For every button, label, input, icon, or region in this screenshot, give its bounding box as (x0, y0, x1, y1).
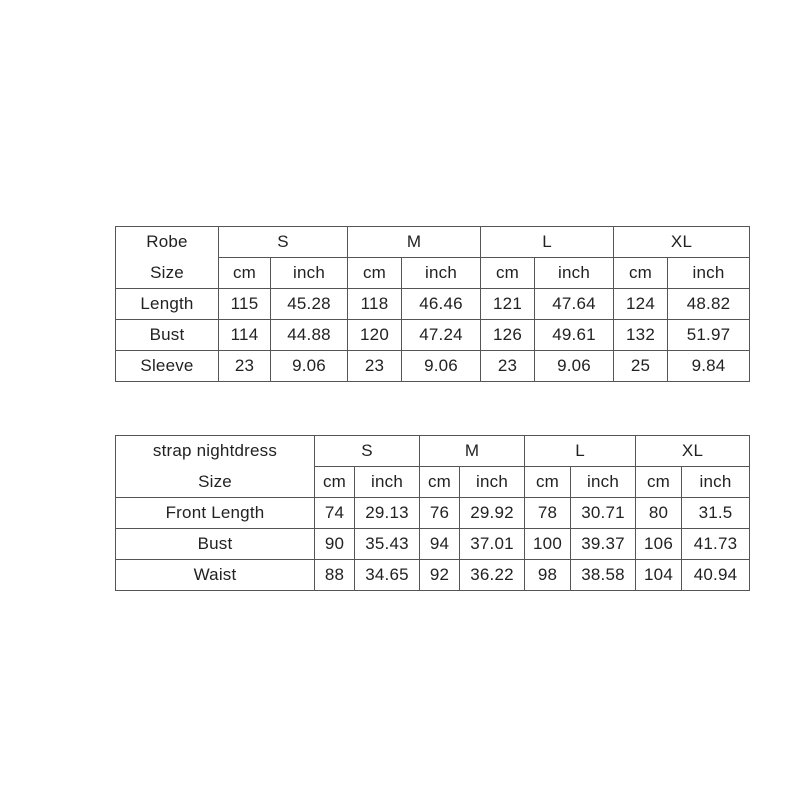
table-cell: 104 (636, 560, 682, 591)
table-cell: 39.37 (571, 529, 636, 560)
table-cell: 9.06 (535, 351, 614, 382)
row-label: Bust (116, 320, 219, 351)
table-cell: 9.06 (402, 351, 481, 382)
size-header-l: L (525, 436, 636, 467)
table-cell: 126 (481, 320, 535, 351)
table-cell: 40.94 (682, 560, 750, 591)
unit-header: cm (525, 467, 571, 498)
table-cell: 92 (420, 560, 460, 591)
table-header-row (116, 227, 750, 258)
table-row (116, 560, 750, 591)
unit-header: cm (614, 258, 668, 289)
table-cell: 30.71 (571, 498, 636, 529)
unit-header: inch (402, 258, 481, 289)
table-cell: 35.43 (355, 529, 420, 560)
unit-header: inch (571, 467, 636, 498)
table-cell: 9.84 (668, 351, 750, 382)
table-cell: 132 (614, 320, 668, 351)
table-cell: 90 (315, 529, 355, 560)
size-label: Size (116, 258, 219, 289)
unit-header: inch (668, 258, 750, 289)
nightdress-size-table (115, 435, 750, 591)
table-cell: 47.64 (535, 289, 614, 320)
table-row (116, 529, 750, 560)
table-cell: 38.58 (571, 560, 636, 591)
table-cell: 49.61 (535, 320, 614, 351)
unit-header: inch (355, 467, 420, 498)
table-header-row (116, 436, 750, 467)
table-cell: 94 (420, 529, 460, 560)
table-cell: 9.06 (271, 351, 348, 382)
table-cell: 45.28 (271, 289, 348, 320)
unit-header: cm (481, 258, 535, 289)
table-cell: 88 (315, 560, 355, 591)
row-label: Waist (116, 560, 315, 591)
table-cell: 114 (219, 320, 271, 351)
size-header-m: M (348, 227, 481, 258)
row-label: Length (116, 289, 219, 320)
table-cell: 76 (420, 498, 460, 529)
table-cell: 80 (636, 498, 682, 529)
table-cell: 31.5 (682, 498, 750, 529)
table-row (116, 498, 750, 529)
table-cell: 44.88 (271, 320, 348, 351)
table-cell: 36.22 (460, 560, 525, 591)
table-cell: 25 (614, 351, 668, 382)
unit-header: inch (535, 258, 614, 289)
table-cell: 115 (219, 289, 271, 320)
table-cell: 98 (525, 560, 571, 591)
table-row (116, 320, 750, 351)
table-cell: 78 (525, 498, 571, 529)
table-cell: 124 (614, 289, 668, 320)
table-row (116, 289, 750, 320)
size-header-xl: XL (614, 227, 750, 258)
table-cell: 23 (219, 351, 271, 382)
table-cell: 23 (348, 351, 402, 382)
unit-header: cm (315, 467, 355, 498)
size-header-s: S (315, 436, 420, 467)
table-cell: 100 (525, 529, 571, 560)
unit-header: inch (460, 467, 525, 498)
table-cell: 51.97 (668, 320, 750, 351)
table-cell: 29.13 (355, 498, 420, 529)
size-header-l: L (481, 227, 614, 258)
table-cell: 106 (636, 529, 682, 560)
robe-size-table (115, 226, 750, 382)
size-header-xl: XL (636, 436, 750, 467)
table-title: Robe (116, 227, 219, 258)
unit-header: cm (420, 467, 460, 498)
table-cell: 41.73 (682, 529, 750, 560)
unit-header-row (116, 467, 750, 498)
size-label: Size (116, 467, 315, 498)
table-cell: 121 (481, 289, 535, 320)
table-cell: 120 (348, 320, 402, 351)
table-cell: 29.92 (460, 498, 525, 529)
table-cell: 34.65 (355, 560, 420, 591)
table-cell: 48.82 (668, 289, 750, 320)
unit-header: cm (636, 467, 682, 498)
table-cell: 74 (315, 498, 355, 529)
unit-header: cm (219, 258, 271, 289)
row-label: Sleeve (116, 351, 219, 382)
unit-header-row (116, 258, 750, 289)
unit-header: inch (682, 467, 750, 498)
row-label: Front Length (116, 498, 315, 529)
table-title: strap nightdress (116, 436, 315, 467)
table-row (116, 351, 750, 382)
row-label: Bust (116, 529, 315, 560)
table-cell: 46.46 (402, 289, 481, 320)
table-cell: 23 (481, 351, 535, 382)
table-cell: 47.24 (402, 320, 481, 351)
size-header-m: M (420, 436, 525, 467)
table-cell: 37.01 (460, 529, 525, 560)
table-cell: 118 (348, 289, 402, 320)
size-header-s: S (219, 227, 348, 258)
unit-header: cm (348, 258, 402, 289)
unit-header: inch (271, 258, 348, 289)
